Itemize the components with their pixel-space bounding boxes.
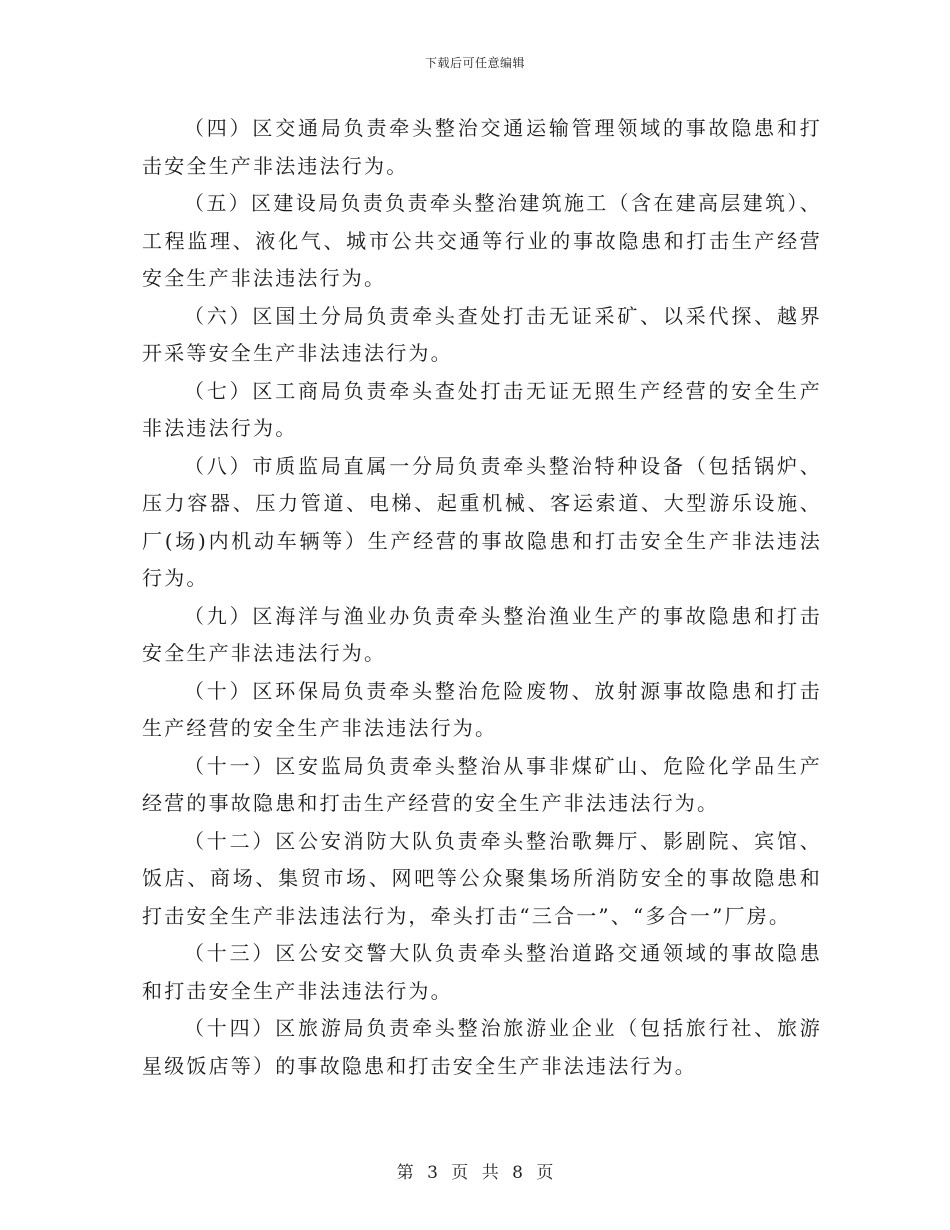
paragraph-5: （五）区建设局负责负责牵头整治建筑施工（含在建高层建筑）、工程监理、液化气、城市公共交通等行业的事故隐患和打击生产经营安全生产非法违法行为。 xyxy=(142,191,822,290)
paragraph-6: （六）区国土分局负责牵头查处打击无证采矿、以采代探、越界开采等安全生产非法违法行为。 xyxy=(142,303,822,365)
document-body xyxy=(142,110,822,1085)
paragraph-4: （四）区交通局负责牵头整治交通运输管理领域的事故隐患和打击安全生产非法违法行为。 xyxy=(142,116,822,178)
paragraph-8: （八）市质监局直属一分局负责牵头整治特种设备（包括锅炉、压力容器、压力管道、电梯、起重机械、客运索道、大型游乐设施、厂(场)内机动车辆等）生产经营的事故隐患和打击安全生产非法违法行为。 xyxy=(142,453,822,590)
paragraph-14: （十四）区旅游局负责牵头整治旅游业企业（包括旅行社、旅游星级饭店等）的事故隐患和打击安全生产非法违法行为。 xyxy=(142,1016,822,1078)
paragraph-13: （十三）区公安交警大队负责牵头整治道路交通领域的事故隐患和打击安全生产非法违法行为。 xyxy=(142,941,822,1003)
paragraph-11: （十一）区安监局负责牵头整治从事非煤矿山、危险化学品生产经营的事故隐患和打击生产经营的安全生产非法违法行为。 xyxy=(142,753,822,815)
page-header: 下载后可任意编辑 xyxy=(424,56,525,70)
page-footer xyxy=(0,1158,950,1183)
footer-label-unit2: 页 xyxy=(536,1163,554,1183)
paragraph-12: （十二）区公安消防大队负责牵头整治歌舞厅、影剧院、宾馆、饭店、商场、集贸市场、网吧等公众聚集场所消防安全的事故隐患和打击安全生产非法违法行为，牵头打击“三合一”、“多合一”厂房。 xyxy=(142,828,822,928)
footer-label-total: 共 xyxy=(481,1163,499,1183)
footer-label-page: 第 xyxy=(396,1163,414,1183)
paragraph-10: （十）区环保局负责牵头整治危险废物、放射源事故隐患和打击生产经营的安全生产非法违法行为。 xyxy=(142,678,822,740)
paragraph-9: （九）区海洋与渔业办负责牵头整治渔业生产的事故隐患和打击安全生产非法违法行为。 xyxy=(142,603,822,665)
footer-current-page: 3 xyxy=(427,1163,438,1183)
footer-total-pages: 8 xyxy=(512,1163,523,1183)
footer-label-unit: 页 xyxy=(451,1163,469,1183)
paragraph-7: （七）区工商局负责牵头查处打击无证无照生产经营的安全生产非法违法行为。 xyxy=(142,378,822,440)
